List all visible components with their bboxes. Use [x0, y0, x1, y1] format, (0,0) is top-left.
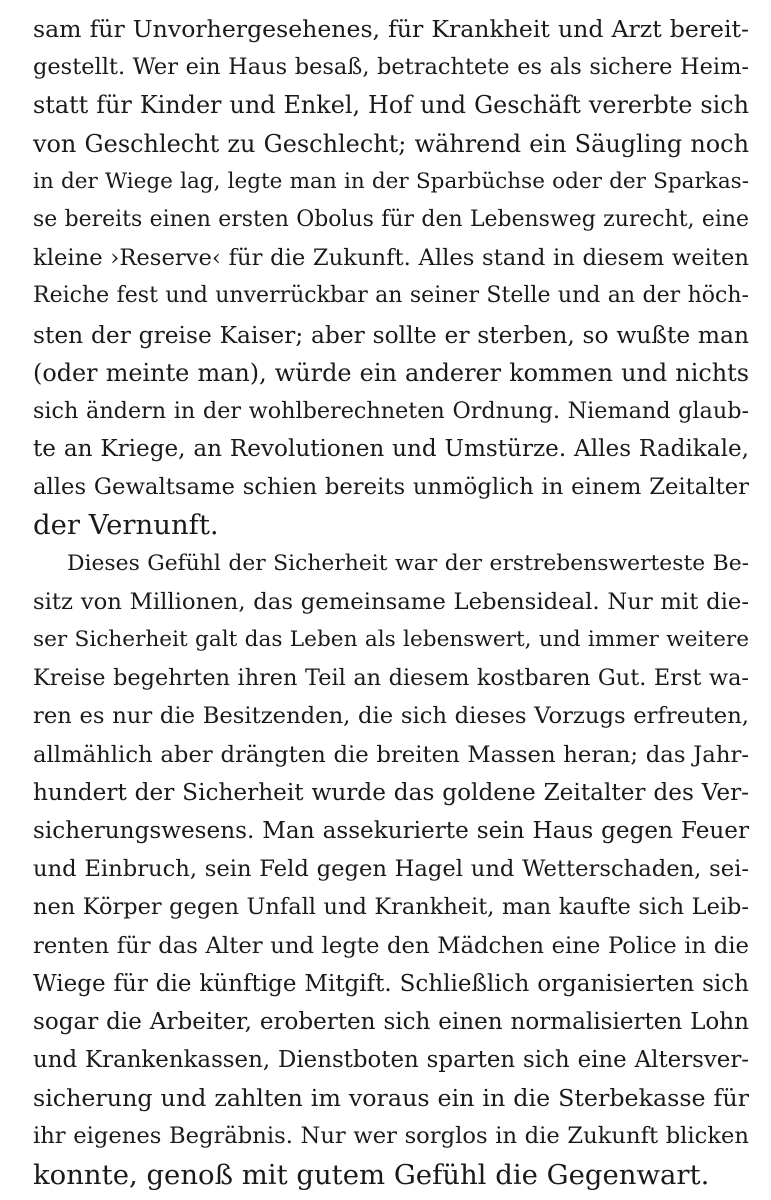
text-line: sogar die Arbeiter, eroberten sich einen normalisierten Lohn — [33, 1008, 749, 1035]
text-line: und Einbruch, sein Feld gegen Hagel und Wetterschaden, sei- — [33, 856, 749, 883]
text-line: Dieses Gefühl der Sicherheit war der erstrebenswerteste Be- — [67, 550, 749, 576]
text-line: gestellt. Wer ein Haus besaß, betrachtete es als sichere Heim- — [33, 54, 749, 81]
text-line: kleine ›Reserve‹ für die Zukunft. Alles stand in diesem weiten — [33, 245, 749, 272]
paragraph-2 — [33, 545, 749, 1194]
book-page — [33, 10, 749, 1194]
text-line: Kreise begehrten ihren Teil an diesem kostbaren Gut. Erst wa- — [33, 665, 749, 692]
text-line: ser Sicherheit galt das Leben als lebenswert, und immer weitere — [33, 627, 749, 652]
text-line: sich ändern in der wohlberechneten Ordnung. Niemand glaub- — [33, 397, 749, 424]
paragraph-1 — [33, 10, 749, 545]
text-line: renten für das Alter und legte den Mädchen eine Police in die — [33, 932, 749, 959]
text-line: ihr eigenes Begräbnis. Nur wer sorglos in die Zukunft blicken — [33, 1123, 749, 1150]
text-line: (oder meinte man), würde ein anderer kommen und nichts — [33, 358, 749, 387]
text-line: von Geschlecht zu Geschlecht; während ein Säugling noch — [33, 129, 749, 158]
text-line: te an Kriege, an Revolutionen und Umstürze. Alles Radikale, — [33, 436, 749, 463]
text-line: sicherung und zahlten im voraus ein in die Sterbekasse für — [33, 1084, 749, 1113]
text-line: sten der greise Kaiser; aber sollte er sterben, so wußte man — [33, 320, 749, 349]
text-line: in der Wiege lag, legte man in der Sparbüchse oder der Sparkas- — [33, 168, 749, 194]
text-line: ren es nur die Besitzenden, die sich dieses Vorzugs erfreuten, — [33, 703, 749, 730]
text-line: Reiche fest und unverrückbar an seiner Stelle und an der höch- — [33, 283, 749, 309]
text-line: konnte, genoß mit gutem Gefühl die Gegenwart. — [33, 1158, 710, 1191]
text-line: sam für Unvorhergesehenes, für Krankheit und Arzt bereit- — [33, 15, 749, 43]
text-line: alles Gewaltsame schien bereits unmöglich in einem Zeitalter — [33, 474, 749, 501]
text-line: se bereits einen ersten Obolus für den Lebensweg zurecht, eine — [33, 206, 749, 232]
text-line: der Vernunft. — [33, 509, 219, 542]
text-line: nen Körper gegen Unfall und Krankheit, man kaufte sich Leib- — [33, 894, 749, 921]
text-line: sitz von Millionen, das gemeinsame Lebensideal. Nur mit die- — [33, 588, 749, 615]
text-line: statt für Kinder und Enkel, Hof und Geschäft vererbte sich — [33, 91, 749, 120]
text-line: und Krankenkassen, Dienstboten sparten sich eine Altersver- — [33, 1047, 749, 1074]
text-line: hundert der Sicherheit wurde das goldene Zeitalter des Ver- — [33, 778, 749, 806]
text-line: allmählich aber drängten die breiten Massen heran; das Jahr- — [33, 741, 749, 768]
text-line: sicherungswesens. Man assekurierte sein Haus gegen Feuer — [33, 817, 749, 844]
text-line: Wiege für die künftige Mitgift. Schließlich organisierten sich — [33, 970, 749, 997]
